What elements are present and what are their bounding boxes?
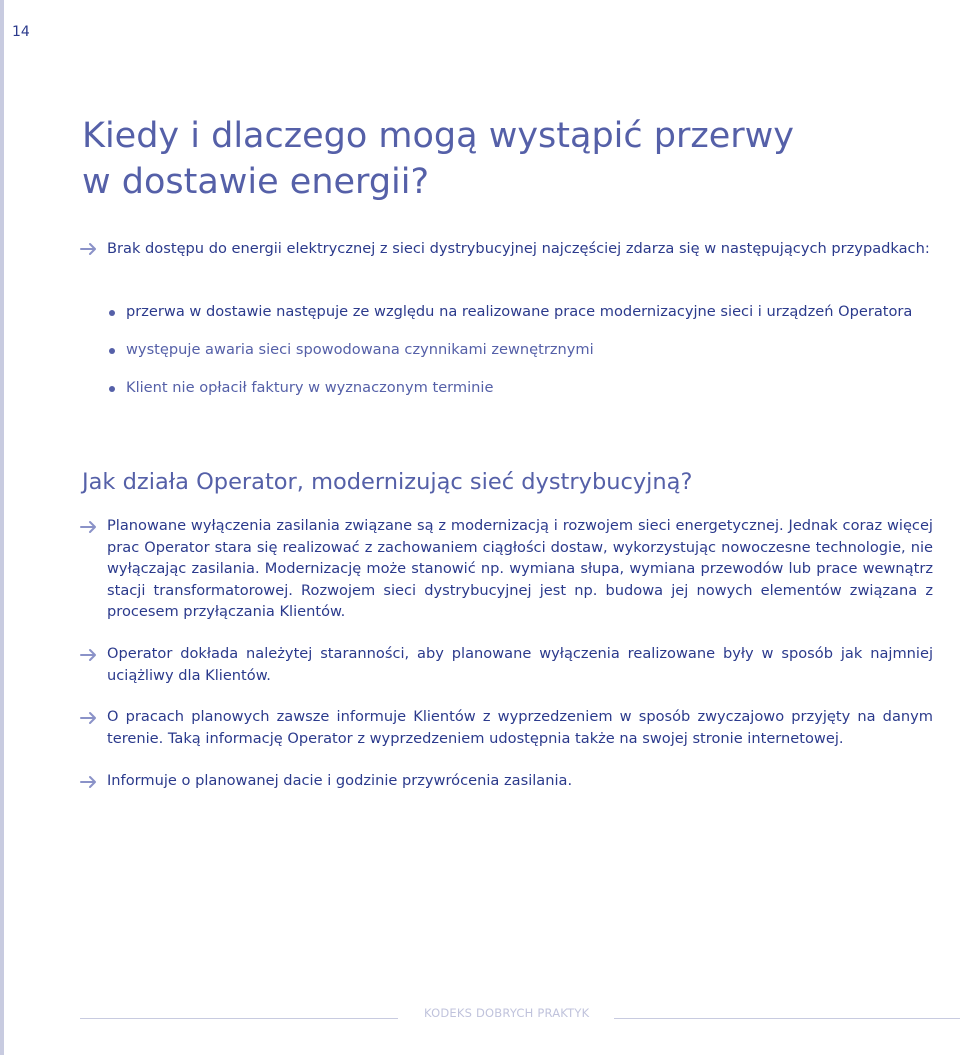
arrow-right-icon: [80, 520, 98, 534]
bullet-item-failure: występuje awaria sieci spowodowana czynnikami zewnętrznymi: [126, 341, 594, 358]
arrow-right-icon: [80, 775, 98, 789]
arrow-right-icon: [80, 711, 98, 725]
page-number: 14: [12, 24, 30, 40]
section-subtitle: Jak działa Operator, modernizując sieć dystrybucyjną?: [82, 469, 693, 495]
bullet-item-unpaid-invoice: Klient nie opłacił faktury w wyznaczonym terminie: [126, 379, 494, 396]
bullet-item-renovation: przerwa w dostawie następuje ze względu na realizowane prace modernizacyjne sieci i urządzeń Operatora: [126, 303, 913, 320]
footer-divider-left: [80, 1018, 398, 1019]
page-title-line-1: Kiedy i dlaczego mogą wystąpić przerwy: [82, 116, 794, 156]
bullet-dot: [109, 310, 115, 316]
paragraph-restoration-time: Informuje o planowanej dacie i godzinie przywrócenia zasilania.: [107, 772, 573, 789]
arrow-right-icon: [80, 648, 98, 662]
intro-paragraph: Brak dostępu do energii elektrycznej z sieci dystrybucyjnej najczęściej zdarza się w następujących przypadkach:: [107, 240, 930, 257]
footer-divider-right: [614, 1018, 960, 1019]
footer-title: KODEKS DOBRYCH PRAKTYK: [424, 1006, 590, 1020]
paragraph-diligence: Operator dokłada należytej staranności, aby planowane wyłączenia realizowane były w sposób jak najmniej uciążliwy dla Klientów.: [107, 645, 933, 684]
bullet-dot: [109, 386, 115, 392]
arrow-right-icon: [80, 242, 98, 256]
page-left-margin-bar: [0, 0, 4, 1055]
paragraph-notification: O pracach planowych zawsze informuje Klientów z wyprzedzeniem w sposób zwyczajowo przyjęty na danym terenie. Taką informację Operator z wyprzedzeniem udostępnia także na swojej stronie internetowej.: [107, 708, 933, 747]
page-title: [82, 113, 902, 205]
bullet-dot: [109, 348, 115, 354]
page-title-line-2: w dostawie energii?: [82, 162, 430, 202]
paragraph-planned-outages: Planowane wyłączenia zasilania związane są z modernizacją i rozwojem sieci energetycznej. Jednak coraz więcej prac Operator stara się realizować z zachowaniem ciągłości dostaw, wykorzystując nowoczesne technologie, nie wyłączając zasilania. Modernizację może stanowić np. wymiana słupa, wymiana przewodów lub prace wewnątrz stacji transformatorowej. Rozwojem sieci dystrybucyjnej jest np. budowa jej nowych elementów związana z procesem przyłączania Klientów.: [107, 517, 933, 620]
